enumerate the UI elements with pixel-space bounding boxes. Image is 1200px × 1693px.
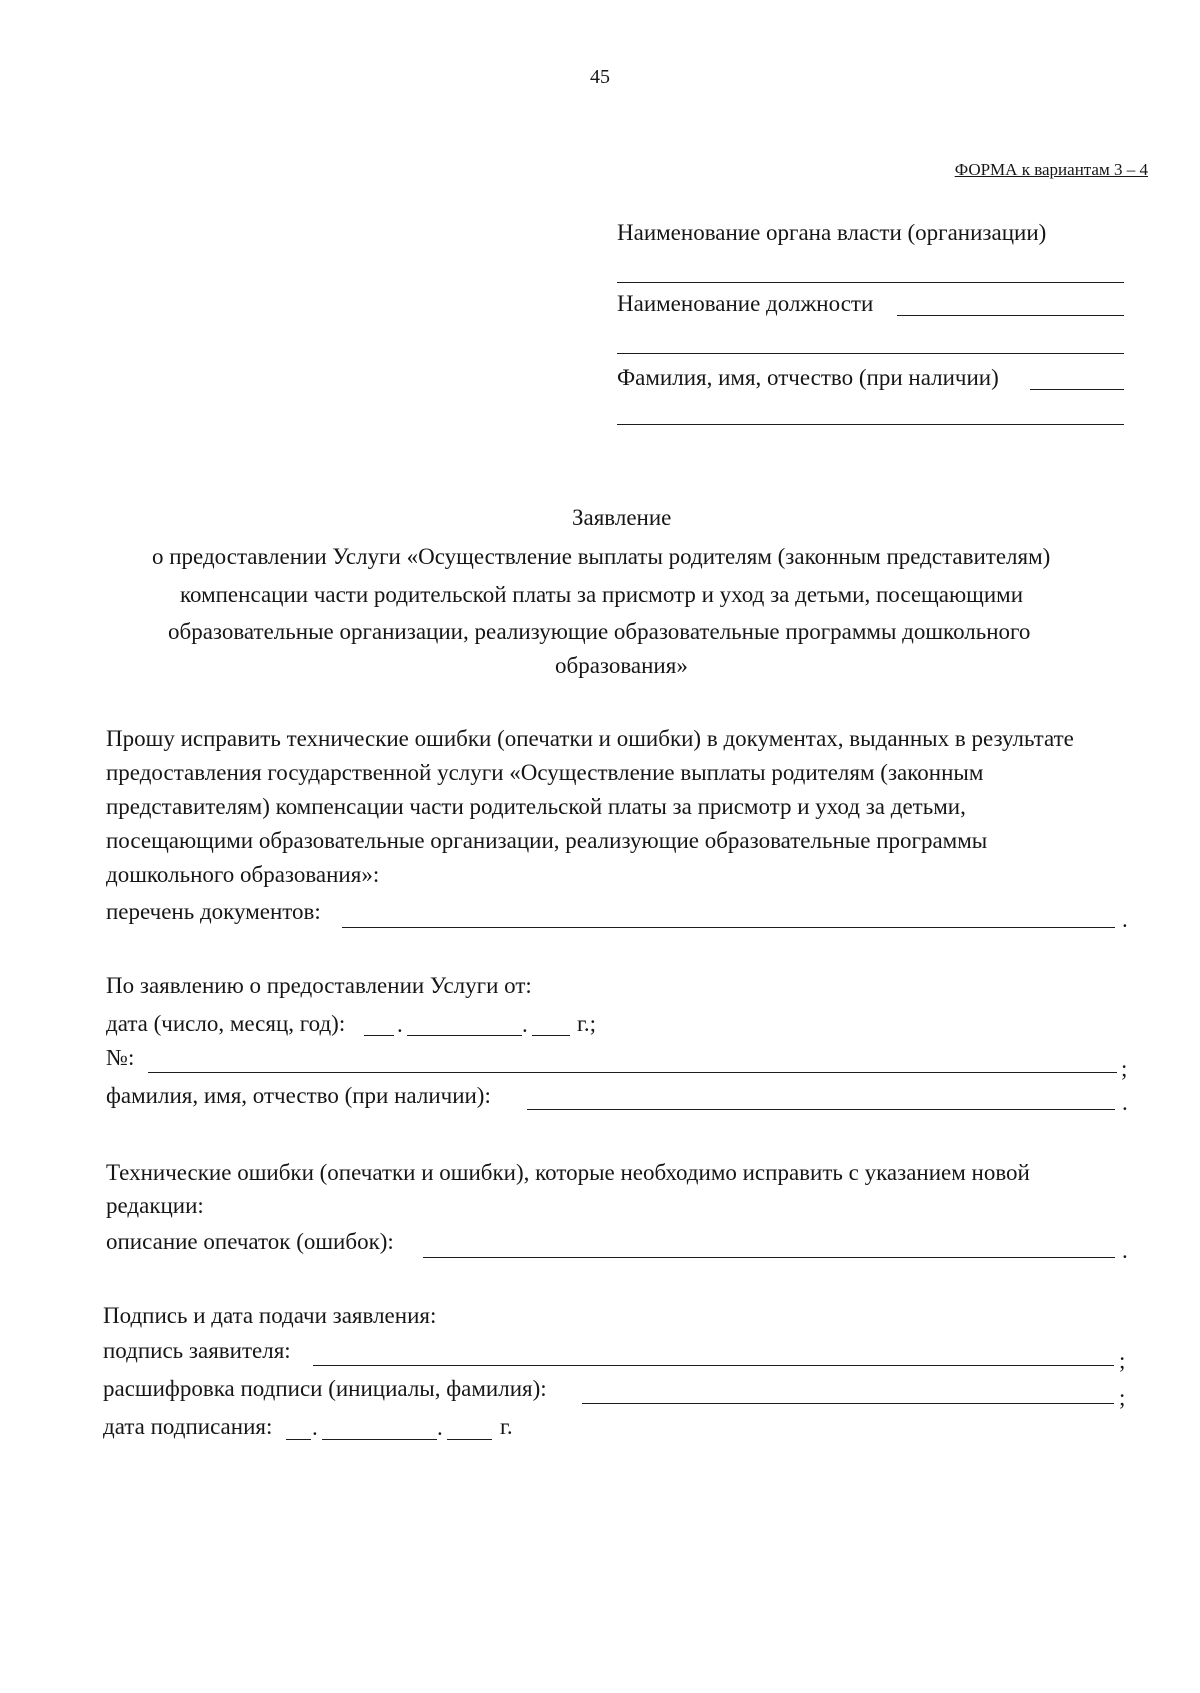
position-line xyxy=(897,315,1124,316)
authority-line xyxy=(617,282,1124,283)
description-end: . xyxy=(1122,1238,1128,1263)
date-day-line[interactable] xyxy=(364,1035,394,1036)
signature-intro: Подпись и дата подачи заявления: xyxy=(103,1303,437,1328)
request-line-3: представителям) компенсации части родительской платы за присмотр и уход за детьми, xyxy=(106,794,966,819)
addressee-fio-line-2 xyxy=(617,424,1124,425)
request-line-5: дошкольного образования»: xyxy=(106,862,380,887)
decode-end: ; xyxy=(1119,1385,1126,1410)
addressee-fio-line xyxy=(1030,389,1124,390)
number-label: №: xyxy=(106,1045,135,1070)
decode-label: расшифровка подписи (инициалы, фамилия): xyxy=(103,1376,547,1401)
documents-line[interactable] xyxy=(342,927,1115,928)
request-paragraph xyxy=(106,722,1146,892)
signing-date-sep-1: . xyxy=(312,1415,318,1440)
date-suffix: г.; xyxy=(577,1011,596,1036)
documents-label: перечень документов: xyxy=(106,899,321,924)
fio-label: фамилия, имя, отчество (при наличии): xyxy=(106,1083,491,1108)
signature-line[interactable] xyxy=(313,1365,1114,1366)
position-line-2 xyxy=(617,353,1124,354)
title-line-2: компенсации части родительской платы за присмотр и уход за детьми, посещающими xyxy=(180,582,1024,607)
position-label: Наименование должности xyxy=(617,291,874,316)
date-sep-2: . xyxy=(522,1012,528,1037)
fio-line[interactable] xyxy=(527,1109,1115,1110)
request-line-2: предоставления государственной услуги «Осуществление выплаты родителям (законным xyxy=(106,760,984,785)
signing-date-label: дата подписания: xyxy=(103,1414,273,1439)
number-end: ; xyxy=(1121,1056,1128,1081)
title-line-3: образовательные организации, реализующие образовательные программы дошкольного xyxy=(168,619,1031,644)
signing-year-line[interactable] xyxy=(447,1439,492,1440)
page-number: 45 xyxy=(590,66,610,88)
signing-date-sep-2: . xyxy=(437,1415,443,1440)
fio-end: . xyxy=(1122,1090,1128,1115)
signature-label: подпись заявителя: xyxy=(103,1338,291,1363)
addressee-fio-label: Фамилия, имя, отчество (при наличии) xyxy=(617,365,999,390)
errors-line-1: Технические ошибки (опечатки и ошибки), которые необходимо исправить с указанием новой xyxy=(106,1160,1030,1185)
request-line-4: посещающими образовательные организации, реализующие образовательные программы xyxy=(106,828,988,853)
signing-month-line[interactable] xyxy=(322,1439,437,1440)
date-month-line[interactable] xyxy=(407,1035,522,1036)
documents-end: . xyxy=(1122,907,1128,932)
description-label: описание опечаток (ошибок): xyxy=(106,1229,394,1254)
description-line[interactable] xyxy=(423,1257,1115,1258)
original-application-intro: По заявлению о предоставлении Услуги от: xyxy=(106,973,532,998)
document-heading: Заявление xyxy=(572,505,672,530)
form-reference: ФОРМА к вариантам 3 – 4 xyxy=(954,160,1148,179)
date-sep-1: . xyxy=(397,1012,403,1037)
title-line-1: о предоставлении Услуги «Осуществление выплаты родителям (законным представителям) xyxy=(152,544,1051,569)
signing-date-suffix: г. xyxy=(500,1414,513,1439)
errors-line-2: редакции: xyxy=(106,1193,204,1218)
request-line-1: Прошу исправить технические ошибки (опечатки и ошибки) в документах, выданных в результате xyxy=(106,726,1074,751)
date-year-line[interactable] xyxy=(532,1035,570,1036)
decode-line[interactable] xyxy=(582,1403,1114,1404)
signing-day-line[interactable] xyxy=(286,1439,311,1440)
title-line-4: образования» xyxy=(555,653,688,678)
date-label: дата (число, месяц, год): xyxy=(106,1011,346,1036)
number-line[interactable] xyxy=(148,1072,1117,1073)
authority-label: Наименование органа власти (организации) xyxy=(617,220,1047,245)
signature-end: ; xyxy=(1119,1348,1126,1373)
